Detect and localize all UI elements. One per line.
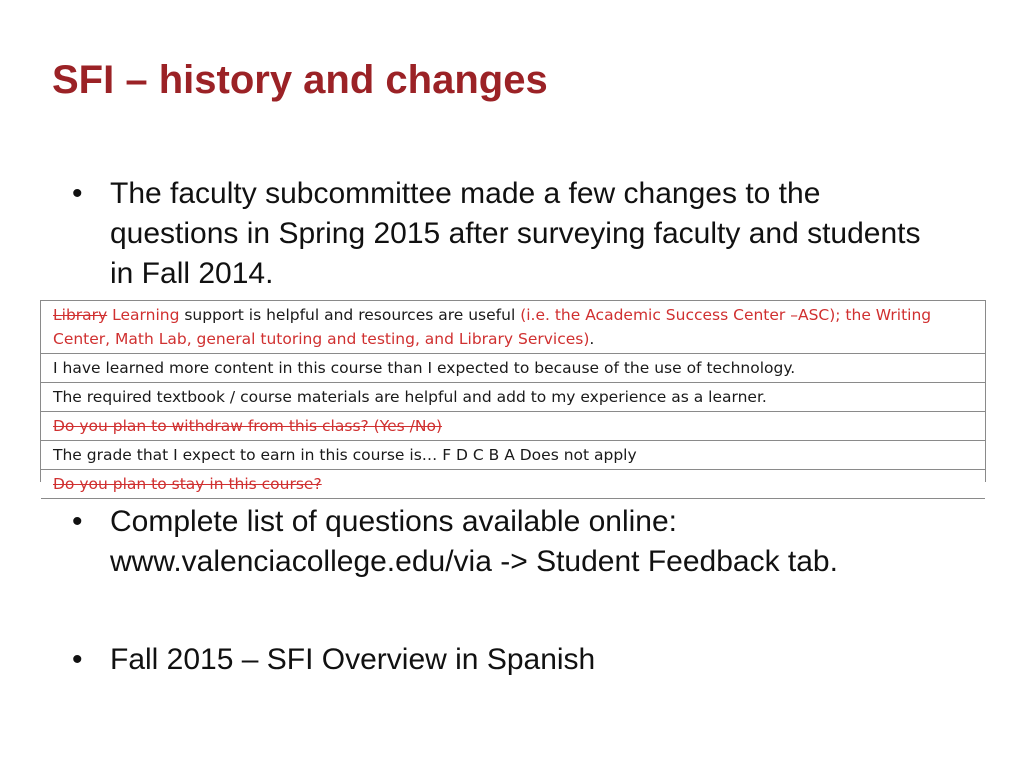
table-cell <box>41 441 985 470</box>
bullet-marker: • <box>72 177 83 210</box>
table-cell <box>41 354 985 383</box>
question-text: I have learned more content in this course than I expected to because of the use of technology. <box>53 359 796 377</box>
question-text: The grade that I expect to earn in this course is… F D C B A Does not apply <box>53 446 637 464</box>
table-row <box>41 354 985 383</box>
struck-text: Library <box>53 306 108 324</box>
bullet-marker: • <box>72 505 83 538</box>
struck-text: Do you plan to stay in this course? <box>53 475 322 493</box>
struck-text: Do you plan to withdraw from this class? (Yes /No) <box>53 417 443 435</box>
inserted-text: Learning <box>107 306 180 324</box>
question-table <box>40 300 986 493</box>
table-row <box>41 301 985 354</box>
bullet-item <box>72 502 952 582</box>
table-cell <box>41 412 985 441</box>
table-cell <box>41 383 985 412</box>
table-row <box>41 383 985 412</box>
bullet-text: The faculty subcommittee made a few changes to the questions in Spring 2015 after surveying faculty and students in Fall 2014. <box>110 177 921 290</box>
bullet-text: Complete list of questions available online: www.valenciacollege.edu/via -> Student Feedback tab. <box>110 505 838 578</box>
bullet-item <box>72 640 952 680</box>
slide-title: SFI – history and changes <box>52 58 548 102</box>
table-row <box>41 470 985 499</box>
table-cell <box>41 470 985 499</box>
bullet-text: Fall 2015 – SFI Overview in Spanish <box>110 643 596 676</box>
question-table-grid <box>41 300 985 499</box>
bullet-marker: • <box>72 643 83 676</box>
inserted-text: (i.e. the Academic Success Center –ASC); the Writing Center, Math Lab, general tutoring and testing, and Library Services) <box>53 306 932 348</box>
table-row <box>41 412 985 441</box>
table-cell <box>41 301 985 354</box>
question-text: support is helpful and resources are useful <box>179 306 521 324</box>
question-text: The required textbook / course materials are helpful and add to my experience as a learner. <box>53 388 767 406</box>
question-text: . <box>589 330 595 348</box>
table-row <box>41 441 985 470</box>
bullet-item <box>72 174 952 294</box>
